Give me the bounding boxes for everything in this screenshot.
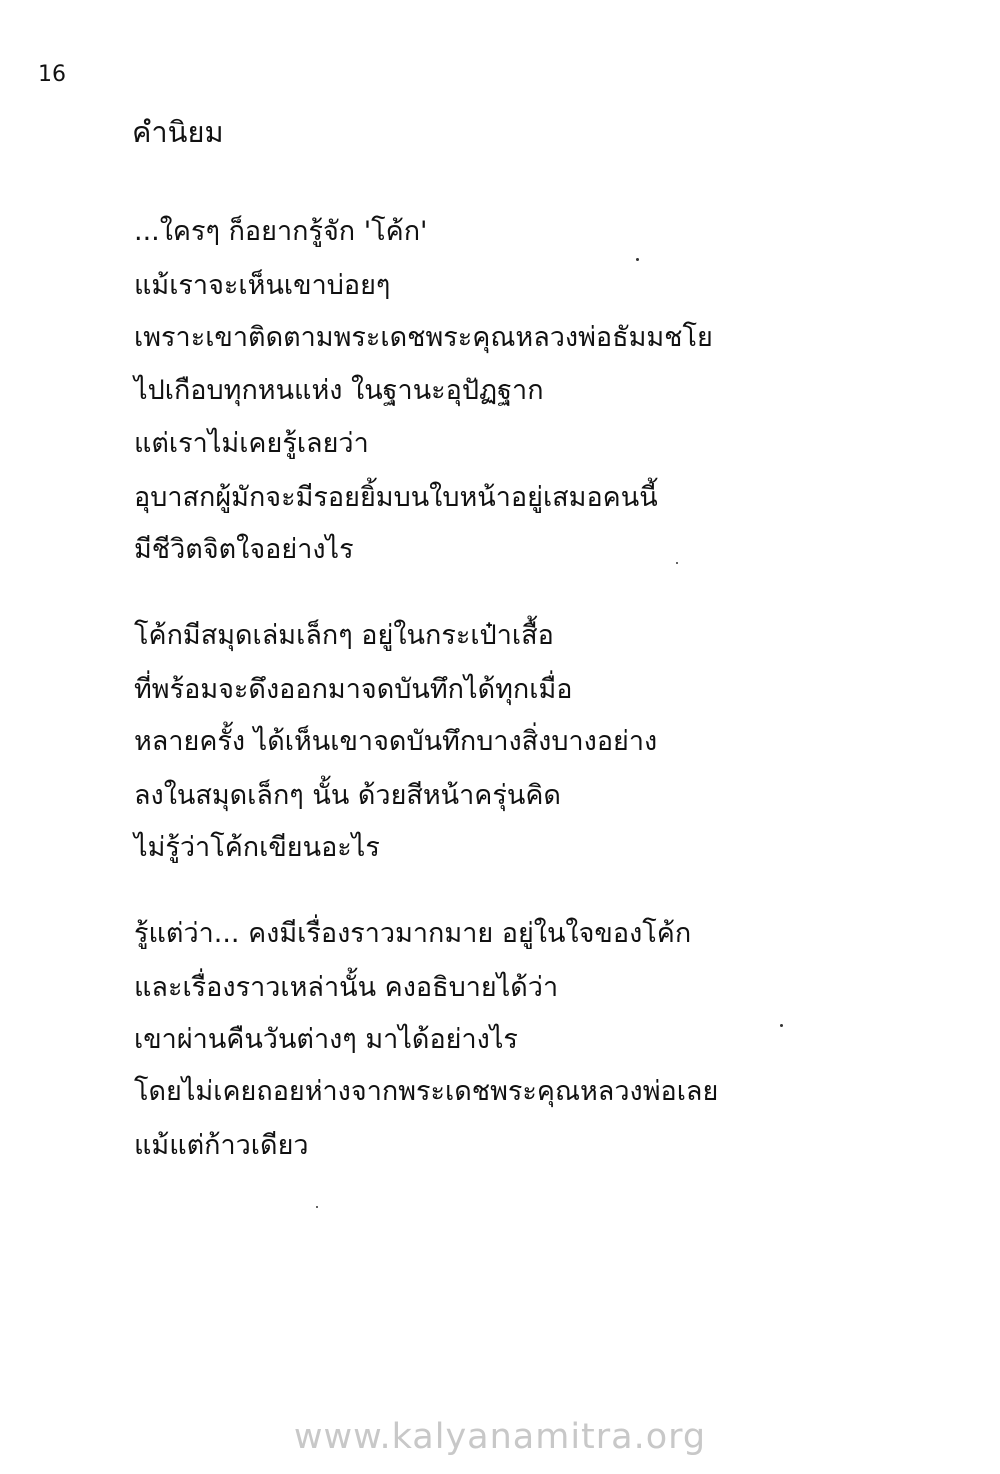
text-line: ลงในสมุดเล็กๆ นั้น ด้วยสีหน้าครุ่นคิด xyxy=(134,780,561,811)
text-line: เขาผ่านคืนวันต่างๆ มาได้อย่างไร xyxy=(134,1024,518,1055)
text-line: แม้แต่ก้าวเดียว xyxy=(134,1130,309,1161)
text-line: โดยไม่เคยถอยห่างจากพระเดชพระคุณหลวงพ่อเลย xyxy=(134,1076,719,1107)
text-line: รู้แต่ว่า... คงมีเรื่องราวมากมาย อยู่ในใจของโค้ก xyxy=(134,918,692,949)
text-line: อุบาสกผู้มักจะมีรอยยิ้มบนใบหน้าอยู่เสมอคนนี้ xyxy=(134,482,658,513)
scan-speck xyxy=(676,562,678,564)
watermark: www.kalyanamitra.org xyxy=(293,1417,707,1457)
page-title: คำนิยม xyxy=(132,115,224,149)
text-line: ...ใครๆ ก็อยากรู้จัก 'โค้ก' xyxy=(134,216,428,247)
scan-speck xyxy=(780,1024,783,1027)
text-line: และเรื่องราวเหล่านั้น คงอธิบายได้ว่า xyxy=(134,972,559,1003)
text-line: หลายครั้ง ได้เห็นเขาจดบันทึกบางสิ่งบางอย่าง xyxy=(134,726,658,757)
text-line: โค้กมีสมุดเล่มเล็กๆ อยู่ในกระเป๋าเสื้อ xyxy=(134,620,554,651)
page-number: 16 xyxy=(38,62,66,87)
text-line: เพราะเขาติดตามพระเดชพระคุณหลวงพ่อธัมมชโย xyxy=(134,322,713,353)
text-line: ไปเกือบทุกหนแห่ง ในฐานะอุปัฏฐาก xyxy=(134,375,544,406)
text-line: แต่เราไม่เคยรู้เลยว่า xyxy=(134,428,369,459)
text-line: ไม่รู้ว่าโค้กเขียนอะไร xyxy=(134,832,380,863)
scan-speck xyxy=(636,258,639,261)
text-line: ที่พร้อมจะดึงออกมาจดบันทึกได้ทุกเมื่อ xyxy=(134,674,573,705)
text-line: แม้เราจะเห็นเขาบ่อยๆ xyxy=(134,270,391,301)
scan-speck xyxy=(316,1206,318,1208)
text-line: มีชีวิตจิตใจอย่างไร xyxy=(134,534,354,565)
